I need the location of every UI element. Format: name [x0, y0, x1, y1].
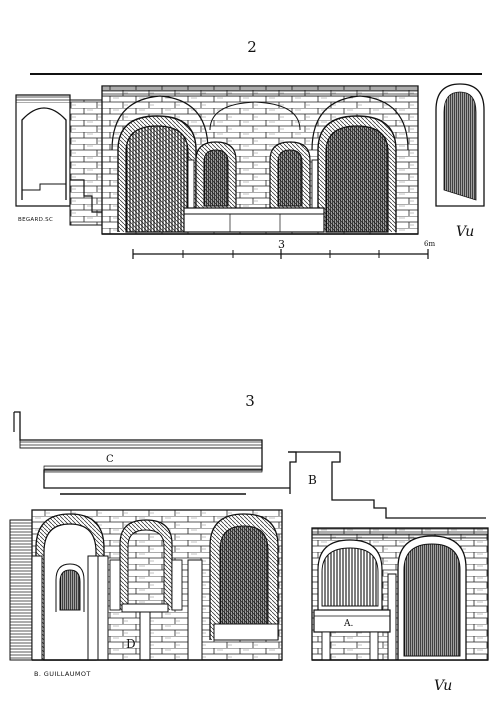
figure-2 — [16, 38, 484, 259]
left-section-view — [16, 95, 102, 225]
right-arch-detail — [436, 84, 484, 206]
figure-2-engraver-signature: BEGARD.SC — [18, 217, 54, 223]
figure-3 — [10, 392, 488, 694]
figure-3-monogram: Vu — [434, 678, 453, 694]
section-label-d: D — [126, 637, 136, 651]
figure-2-number: 2 — [247, 38, 257, 56]
figure-3-right-elevation — [312, 528, 488, 660]
figure-3-left-elevation — [10, 510, 282, 660]
section-label-c: C — [106, 454, 114, 465]
figure-3-number: 3 — [245, 392, 255, 410]
figure-2-elevation — [102, 86, 418, 234]
figure-2-scale-unit-label: 6m — [424, 240, 436, 248]
section-profile-c — [14, 412, 290, 494]
figure-2-scale-label: 3 — [278, 238, 285, 251]
figure-2-monogram: Vu — [456, 224, 475, 240]
figure-3-engraver-signature: B. GUILLAUMOT — [34, 670, 91, 678]
section-label-b: B — [308, 473, 317, 487]
section-label-a: A. — [344, 619, 354, 629]
section-profile-b — [288, 452, 486, 518]
